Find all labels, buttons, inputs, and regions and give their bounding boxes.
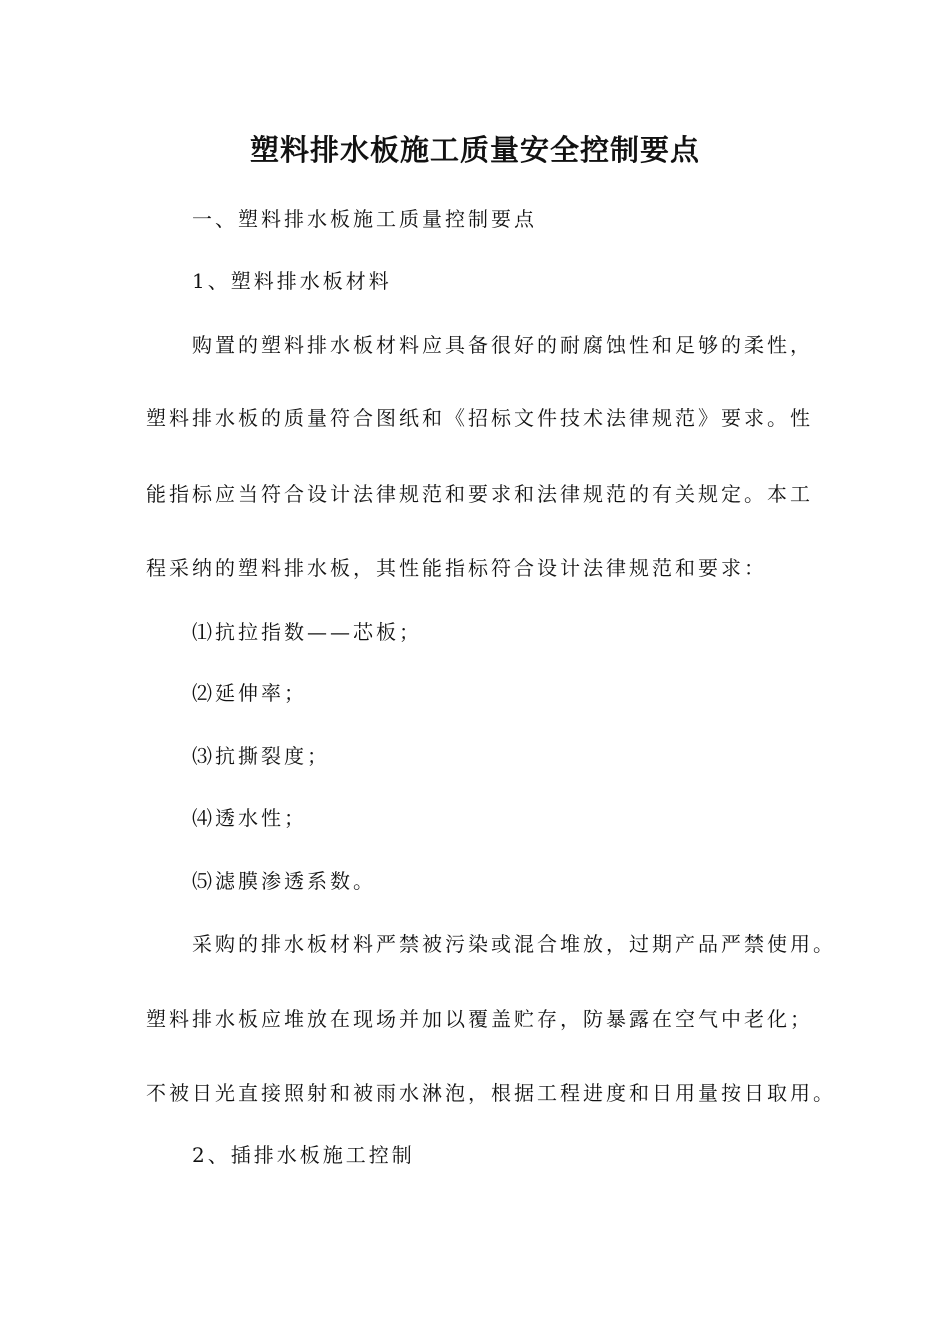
list-item: ⑵延伸率；	[192, 681, 307, 705]
paragraph-line: 塑料排水板的质量符合图纸和《招标文件技术法律规范》要求。性	[146, 406, 813, 430]
document-title: 塑料排水板施工质量安全控制要点	[249, 133, 700, 167]
list-item: ⑴抗拉指数——芯板；	[192, 620, 422, 644]
paragraph-line: 不被日光直接照射和被雨水淋泡，根据工程进度和日用量按日取用。	[146, 1081, 836, 1105]
list-item: ⑸滤膜渗透系数。	[192, 869, 376, 893]
paragraph-line: 采购的排水板材料严禁被污染或混合堆放，过期产品严禁使用。	[192, 932, 836, 956]
paragraph-line: 塑料排水板应堆放在现场并加以覆盖贮存，防暴露在空气中老化；	[146, 1007, 813, 1031]
list-item: ⑷透水性；	[192, 806, 307, 830]
subsection-heading: 2、插排水板施工控制	[192, 1143, 415, 1167]
section-heading: 一、塑料排水板施工质量控制要点	[192, 207, 537, 231]
paragraph-line: 购置的塑料排水板材料应具备很好的耐腐蚀性和足够的柔性，	[192, 333, 813, 357]
paragraph-line: 程采纳的塑料排水板，其性能指标符合设计法律规范和要求：	[146, 556, 767, 580]
list-item: ⑶抗撕裂度；	[192, 744, 330, 768]
paragraph-line: 能指标应当符合设计法律规范和要求和法律规范的有关规定。本工	[146, 482, 813, 506]
subsection-heading: 1、塑料排水板材料	[192, 269, 392, 293]
